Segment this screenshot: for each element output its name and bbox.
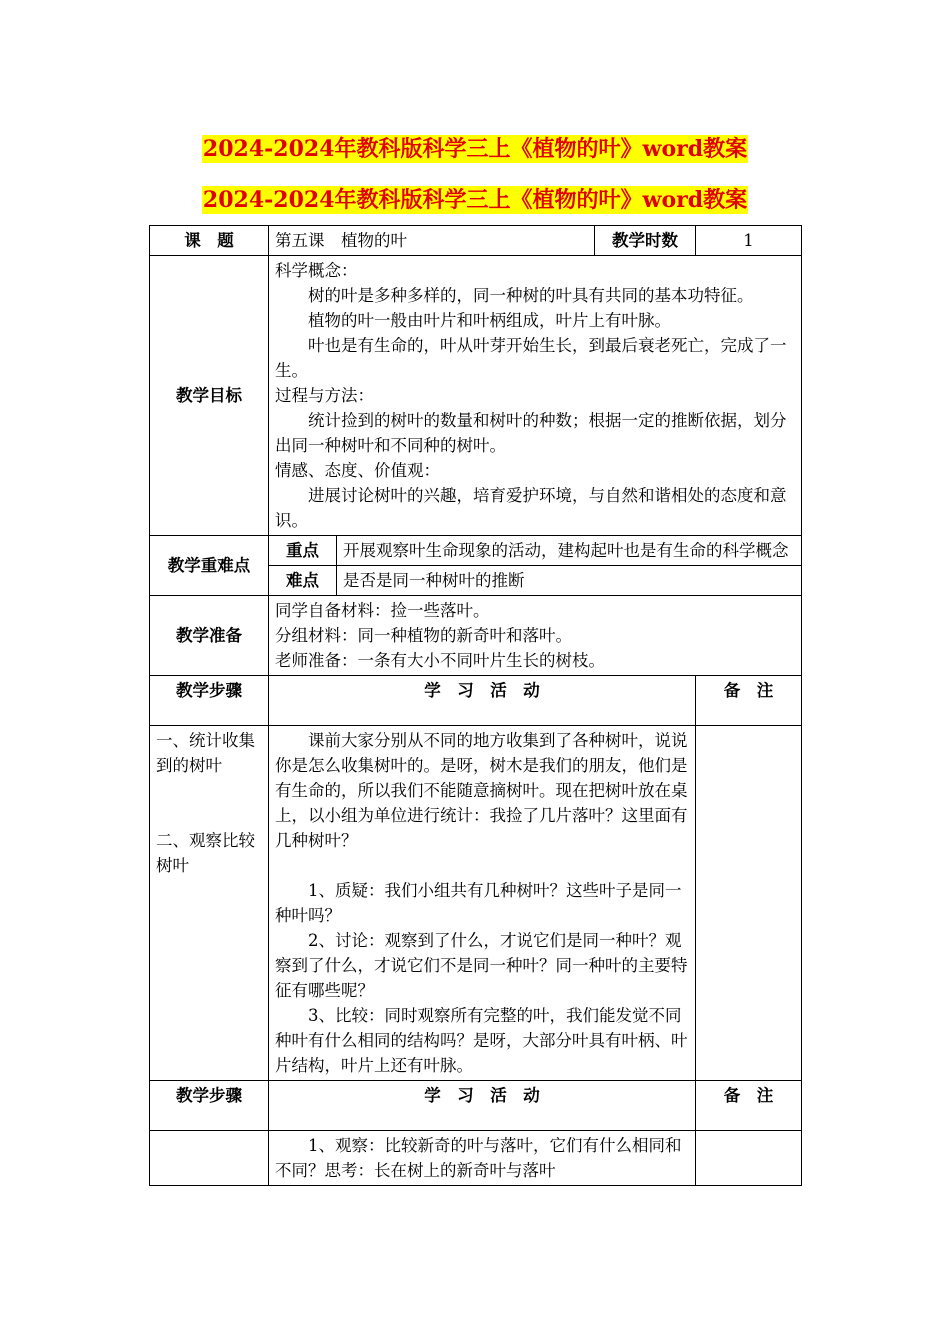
prep-line: 同学自备材料：捡一些落叶。 [275,601,490,620]
prep-label: 教学准备 [150,596,269,676]
step2-title: 二、观察比较树叶 [156,831,255,875]
steps-header-row-2 [150,1081,802,1131]
focus-row [150,536,802,566]
title-line-2-wrap [0,186,950,214]
hours-value: 1 [696,226,802,256]
goal-line: 情感、态度、价值观： [275,461,440,480]
goals-row [150,256,802,536]
focus-value: 开展观察叶生命现象的活动，建构起叶也是有生命的科学概念 [337,536,802,566]
steps-row-2 [150,1131,802,1186]
focus-label: 重点 [269,536,337,566]
steps-notes-cell-2 [696,1131,802,1186]
activity-paragraph: 1、质疑：我们小组共有几种树叶？这些叶子是同一种叶吗？ [275,881,682,925]
steps-notes-cell [696,726,802,1081]
hours-label: 教学时数 [595,226,696,256]
activity-paragraph: 课前大家分别从不同的地方收集到了各种树叶，说说你是怎么收集树叶的。是呀，树木是我们的朋友，他们是有生命的，所以我们不能随意摘树叶。现在把树叶放在桌上，以小组为单位进行统计：我捡了几片落叶？这里面有几种树叶？ [275,731,688,850]
step3-title-cell [150,1131,269,1186]
goals-label: 教学目标 [150,256,269,536]
prep-line: 分组材料：同一种植物的新奇叶和落叶。 [275,626,572,645]
goal-line: 科学概念： [275,261,358,280]
steps-activity-content-2 [269,1131,696,1186]
goals-content [269,256,802,536]
goal-line: 植物的叶一般由叶片和叶柄组成，叶片上有叶脉。 [308,311,671,330]
steps-row [150,726,802,1081]
title-line-1-wrap [0,135,950,163]
topic-row [150,226,802,256]
prep-row [150,596,802,676]
step1-title: 一、统计收集到的树叶 [156,731,255,775]
spacer [275,853,689,878]
document-title-repeat: 2024-2024年教科版科学三上《植物的叶》word教案 [202,187,748,213]
step-titles [150,726,269,1081]
steps-label-2: 教学步骤 [150,1081,269,1131]
keypoints-label: 教学重难点 [150,536,269,596]
lesson-plan-table [149,225,802,1186]
notes-label-2: 备 注 [696,1081,802,1131]
activity-paragraph: 3、比较：同时观察所有完整的叶，我们能发觉不同种叶有什么相同的结构吗？是呀，大部分叶具有叶柄、叶片结构，叶片上还有叶脉。 [275,1006,688,1075]
steps-header-row [150,676,802,726]
goal-line: 过程与方法： [275,386,374,405]
steps-label: 教学步骤 [150,676,269,726]
difficulty-value: 是否是同一种树叶的推断 [337,566,802,596]
activity-paragraph: 2、讨论：观察到了什么，才说它们是同一种叶？观察到了什么，才说它们不是同一种叶？同一种叶的主要特征有哪些呢？ [275,931,688,1000]
prep-line: 老师准备：一条有大小不同叶片生长的树枝。 [275,651,605,670]
notes-label: 备 注 [696,676,802,726]
topic-label: 课 题 [150,226,269,256]
difficulty-label: 难点 [269,566,337,596]
activity-paragraph: 1、观察：比较新奇的叶与落叶，它们有什么相同和不同？思考：长在树上的新奇叶与落叶 [275,1136,682,1180]
spacer [156,778,262,828]
goal-line: 统计捡到的树叶的数量和树叶的种数；根据一定的推断依据，划分出同一种树叶和不同种的树叶。 [275,411,787,455]
goal-line: 进展讨论树叶的兴趣，培育爱护环境，与自然和谐相处的态度和意识。 [275,486,787,530]
goal-line: 叶也是有生命的，叶从叶芽开始生长，到最后衰老死亡，完成了一生。 [275,336,787,380]
activity-label: 学 习 活 动 [269,676,696,726]
topic-value: 第五课 植物的叶 [269,226,595,256]
goal-line: 树的叶是多种多样的，同一种树的叶具有共同的基本功特征。 [308,286,754,305]
prep-content [269,596,802,676]
steps-activity-content [269,726,696,1081]
activity-label-2: 学 习 活 动 [269,1081,696,1131]
document-title: 2024-2024年教科版科学三上《植物的叶》word教案 [202,136,748,162]
